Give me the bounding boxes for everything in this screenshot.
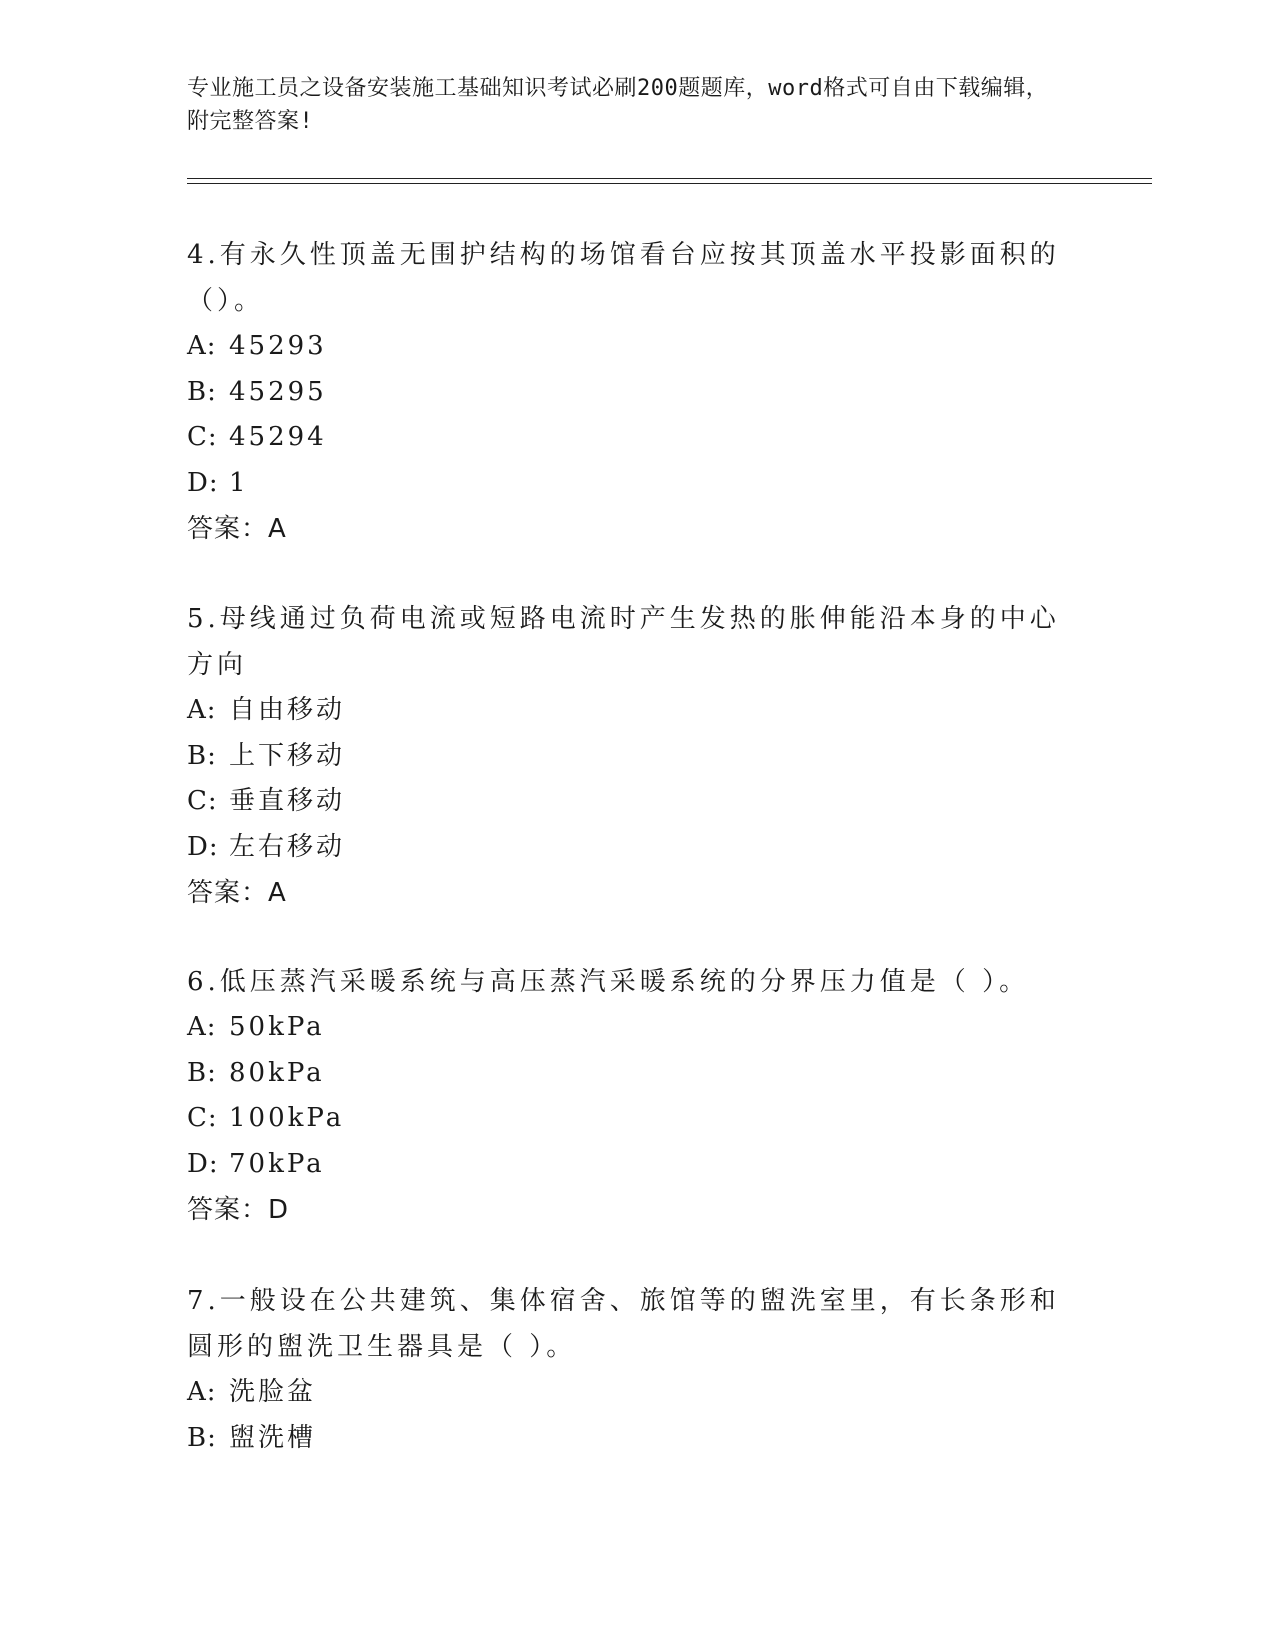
option-b — [187, 1416, 1067, 1462]
option-text: 1 — [229, 467, 249, 498]
option-text: 盥洗槽 — [229, 1422, 317, 1453]
option-a — [187, 1005, 1067, 1051]
option-text: 45293 — [229, 331, 327, 361]
option-label: B: — [187, 1057, 217, 1088]
option-label: B: — [187, 740, 217, 771]
option-text: 左右移动 — [229, 831, 346, 862]
option-label: B: — [187, 1422, 217, 1453]
document-header: 专业施工员之设备安装施工基础知识考试必刷200题题库，word格式可自由下载编辑，附完整答案! — [187, 76, 1049, 134]
option-label: A: — [187, 695, 217, 725]
option-label: B: — [187, 376, 217, 407]
option-label: C: — [187, 786, 218, 816]
option-text: 80kPa — [229, 1057, 325, 1088]
option-label: A: — [187, 1012, 217, 1042]
option-c — [187, 1096, 1067, 1142]
option-d — [187, 1142, 1067, 1188]
question-stem: 7.一般设在公共建筑、集体宿舍、旅馆等的盥洗室里，有长条形和圆形的盥洗卫生器具是（ ）。 — [187, 1286, 1060, 1362]
option-c — [187, 779, 1067, 825]
option-text: 50kPa — [229, 1012, 325, 1042]
header-divider-bottom — [187, 183, 1152, 184]
option-d — [187, 825, 1067, 871]
question-stem: 4.有永久性顶盖无围护结构的场馆看台应按其顶盖水平投影面积的（）。 — [187, 240, 1060, 316]
answer-text: 答案：A — [187, 514, 287, 544]
option-text: 上下移动 — [229, 740, 346, 771]
option-b — [187, 1051, 1067, 1097]
option-b — [187, 734, 1067, 780]
option-c — [187, 415, 1067, 461]
question-stem: 6.低压蒸汽采暖系统与高压蒸汽采暖系统的分界压力值是（ ）。 — [187, 967, 1030, 997]
option-label: D: — [187, 831, 219, 862]
option-a — [187, 688, 1067, 734]
question-5 — [187, 596, 1067, 916]
option-a — [187, 1370, 1067, 1416]
option-d — [187, 461, 1067, 507]
question-stem: 5.母线通过负荷电流或短路电流时产生发热的胀伸能沿本身的中心方向 — [187, 604, 1060, 680]
option-text: 洗脸盆 — [229, 1377, 317, 1407]
header-divider-top — [187, 178, 1152, 179]
option-label: A: — [187, 1377, 217, 1407]
option-text: 45294 — [229, 422, 327, 452]
option-b — [187, 370, 1067, 416]
option-text: 45295 — [229, 376, 327, 407]
option-label: D: — [187, 467, 219, 498]
option-label: A: — [187, 331, 217, 361]
option-label: C: — [187, 422, 218, 452]
option-text: 自由移动 — [229, 695, 346, 725]
question-6 — [187, 959, 1067, 1233]
answer-text: 答案：D — [187, 1195, 290, 1225]
option-a — [187, 324, 1067, 370]
option-text: 100kPa — [229, 1103, 345, 1133]
option-text: 垂直移动 — [229, 786, 346, 816]
option-label: D: — [187, 1148, 219, 1179]
answer-text: 答案：A — [187, 878, 287, 908]
question-4 — [187, 232, 1067, 552]
question-7 — [187, 1278, 1067, 1461]
option-text: 70kPa — [229, 1148, 325, 1179]
option-label: C: — [187, 1103, 218, 1133]
